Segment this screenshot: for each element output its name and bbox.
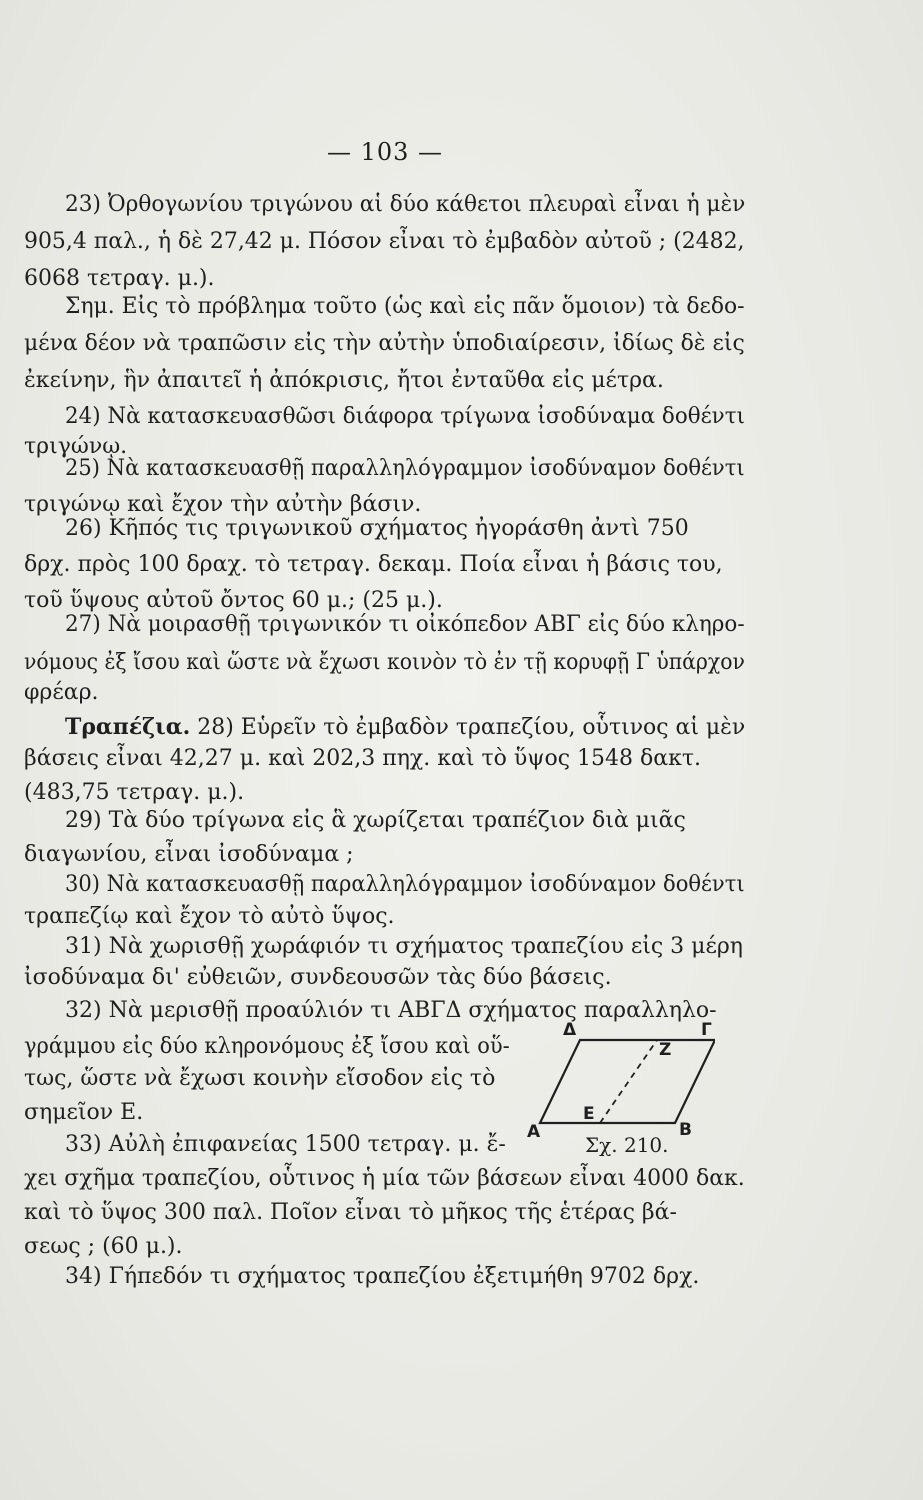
label-z: Z bbox=[659, 1040, 672, 1060]
text-line: 905,4 παλ., ἡ δὲ 27,42 μ. Πόσον εἶναι τὸ ἐμβαδὸν αὐτοῦ ; (2482, bbox=[24, 229, 745, 254]
text-line: φρέαρ. bbox=[24, 680, 99, 705]
text-line: 25) Νὰ κατασκευασθῇ παραλληλόγραμμον ἰσοδύναμον δοθέντι bbox=[65, 456, 745, 481]
text-line: 33) Αὐλὴ ἐπιφανείας 1500 τετραγ. μ. ἔ- bbox=[65, 1132, 506, 1157]
figure-caption: Σχ. 210. bbox=[585, 1133, 669, 1157]
text-span: 28) Εὑρεῖν τὸ ἐμβαδὸν τραπεζίου, οὗτινος αἱ μὲν bbox=[197, 715, 746, 740]
text-line: βάσεις εἶναι 42,27 μ. καὶ 202,3 πηχ. καὶ τὸ ὕψος 1548 δακτ. bbox=[24, 746, 702, 771]
page-number: — 103 — bbox=[326, 138, 444, 166]
text-line: 23) Ὀρθογωνίου τριγώνου αἱ δύο κάθετοι πλευραὶ εἶναι ἡ μὲν bbox=[65, 192, 746, 217]
text-line: 27) Νὰ μοιρασθῇ τριγωνικόν τι οἰκόπεδον ΑΒΓ εἰς δύο κληρο- bbox=[65, 612, 745, 637]
label-a: A bbox=[527, 1122, 541, 1142]
label-delta: Δ bbox=[563, 1020, 577, 1040]
exercise-28-line bbox=[65, 712, 745, 743]
text-line: 6068 τετραγ. μ.). bbox=[24, 266, 215, 291]
text-line: γράμμου εἰς δύο κληρονόμους ἐξ ἴσου καὶ οὕ- bbox=[24, 1034, 510, 1059]
text-line: τοῦ ὕψους αὐτοῦ ὄντος 60 μ.; (25 μ.). bbox=[24, 588, 443, 613]
text-line: τριγώνῳ. bbox=[24, 434, 128, 459]
text-line: ἰσοδύναμα δι' εὐθειῶν, συνδεουσῶν τὰς δύο βάσεις. bbox=[24, 965, 612, 990]
text-line: 32) Νὰ μερισθῇ προαύλιόν τι ΑΒΓΔ σχήματος παραλληλο- bbox=[65, 998, 717, 1023]
text-line: (483,75 τετραγ. μ.). bbox=[24, 780, 245, 805]
text-line: χει σχῆμα τραπεζίου, οὗτινος ἡ μία τῶν βάσεων εἶναι 4000 δακ. bbox=[24, 1166, 745, 1191]
text-line: 24) Νὰ κατασκευασθῶσι διάφορα τρίγωνα ἰσοδύναμα δοθέντι bbox=[65, 404, 745, 429]
text-line: διαγωνίου, εἶναι ἰσοδύναμα ; bbox=[24, 842, 354, 867]
label-e: E bbox=[583, 1104, 595, 1124]
text-line: 26) Κῆπός τις τριγωνικοῦ σχήματος ἠγοράσθη ἀντὶ 750 bbox=[65, 516, 689, 541]
text-line: 29) Τὰ δύο τρίγωνα εἰς ἃ χωρίζεται τραπέζιον διὰ μιᾶς bbox=[65, 808, 686, 833]
text-line: καὶ τὸ ὕψος 300 παλ. Ποῖον εἶναι τὸ μῆκος τῆς ἑτέρας βά- bbox=[24, 1200, 677, 1225]
dividing-line bbox=[600, 1040, 657, 1123]
text-line: σημεῖον Ε. bbox=[24, 1100, 144, 1125]
text-line: τως, ὥστε νὰ ἔχωσι κοινὴν εἴσοδον εἰς τὸ bbox=[24, 1066, 496, 1091]
label-gamma: Γ bbox=[701, 1020, 712, 1040]
section-heading: Τραπέζια. bbox=[65, 714, 191, 740]
text-line: σεως ; (60 μ.). bbox=[24, 1234, 183, 1259]
text-line: Σημ. Εἰς τὸ πρόβλημα τοῦτο (ὡς καὶ εἰς πᾶν ὅμοιον) τὰ δεδο- bbox=[65, 294, 745, 319]
text-line: ἐκείνην, ἣν ἀπαιτεῖ ἡ ἀπόκρισις, ἤτοι ἐνταῦθα εἰς μέτρα. bbox=[24, 368, 664, 393]
text-line: δρχ. πρὸς 100 δραχ. τὸ τετραγ. δεκαμ. Ποία εἶναι ἡ βάσις του, bbox=[24, 552, 723, 577]
text-line: τριγώνῳ καὶ ἔχον τὴν αὐτὴν βάσιν. bbox=[24, 492, 422, 517]
text-line: 31) Νὰ χωρισθῇ χωράφιόν τι σχήματος τραπεζίου εἰς 3 μέρη bbox=[65, 934, 743, 959]
text-line: 30) Νὰ κατασκευασθῇ παραλληλόγραμμον ἰσοδύναμον δοθέντι bbox=[65, 872, 745, 897]
text-line: νόμους ἐξ ἴσου καὶ ὥστε νὰ ἔχωσι κοινὸν τὸ ἐν τῇ κορυφῇ Γ ὑπάρχον bbox=[24, 650, 745, 675]
label-b: B bbox=[679, 1120, 692, 1140]
text-line: 34) Γήπεδόν τι σχήματος τραπεζίου ἐξετιμήθη 9702 δρχ. bbox=[65, 1264, 700, 1289]
text-line: μένα δέον νὰ τραπῶσιν εἰς τὴν αὐτὴν ὑποδιαίρεσιν, ἰδίως δὲ εἰς bbox=[24, 331, 745, 356]
text-line: τραπεζίῳ καὶ ἔχον τὸ αὐτὸ ὕψος. bbox=[24, 904, 395, 929]
